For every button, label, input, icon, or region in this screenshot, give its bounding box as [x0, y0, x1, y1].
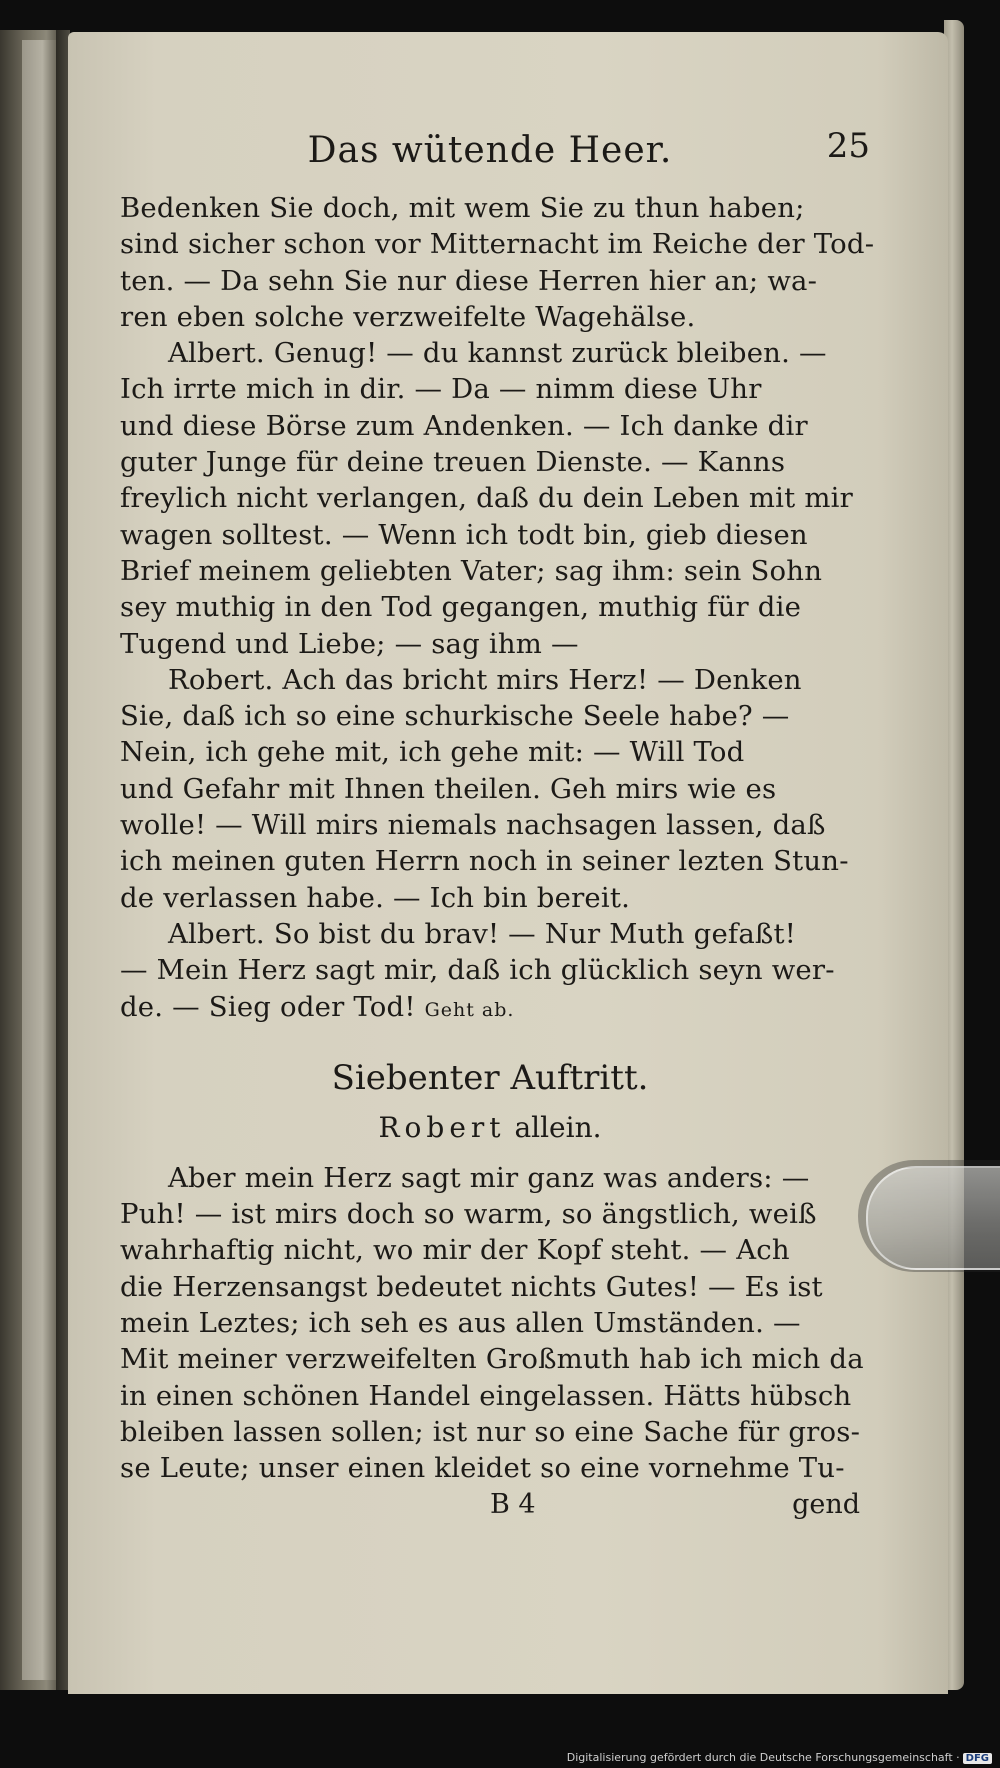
text-line: Robert. Ach das bricht mirs Herz! — Denken: [168, 663, 802, 696]
text-line: Albert. So bist du brav! — Nur Muth gefaßt!: [168, 917, 796, 950]
page-footer: [120, 1487, 860, 1527]
text-line: Puh! — ist mirs doch so warm, so ängstlich, weiß: [120, 1198, 817, 1231]
text-line: de verlassen habe. — Ich bin bereit.: [120, 881, 631, 914]
page-clip: [866, 1166, 1000, 1270]
text-line: Tugend und Liebe; — sag ihm —: [120, 627, 579, 660]
text-line: wagen solltest. — Wenn ich todt bin, gieb diesen: [120, 518, 808, 551]
page-number: 25: [826, 126, 870, 166]
text-line: Brief meinem geliebten Vater; sag ihm: sein Sohn: [120, 554, 823, 587]
text-line: freylich nicht verlangen, daß du dein Leben mit mir: [120, 482, 853, 515]
scene-character: Robert: [378, 1110, 506, 1144]
text-line: Ich irrte mich in dir. — Da — nimm diese Uhr: [120, 373, 762, 406]
text-line: in einen schönen Handel eingelassen. Hätts hübsch: [120, 1379, 852, 1412]
text-line: bleiben lassen sollen; ist nur so eine Sache für gros-: [120, 1415, 861, 1448]
printer-signature: B 4: [490, 1488, 536, 1520]
text-line: Aber mein Herz sagt mir ganz was anders: —: [168, 1161, 810, 1194]
stage-direction: Geht ab.: [424, 998, 515, 1021]
text-line: und Gefahr mit Ihnen theilen. Geh mirs wie es: [120, 772, 777, 805]
page-text: [120, 120, 875, 1527]
speech-robert-monologue: [120, 1160, 864, 1487]
text-line: — Mein Herz sagt mir, daß ich glücklich seyn wer-: [120, 954, 835, 987]
catchword: gend: [792, 1488, 860, 1520]
digitization-credit: [567, 1751, 992, 1764]
text-line: Albert. Genug! — du kannst zurück bleiben. —: [168, 337, 827, 370]
text-line: se Leute; unser einen kleidet so eine vornehme Tu-: [120, 1452, 845, 1485]
text-line: Bedenken Sie doch, mit wem Sie zu thun haben;: [120, 192, 805, 224]
running-head: [120, 120, 870, 190]
text-line: wolle! — Will mirs niemals nachsagen lassen, daß: [120, 809, 826, 842]
text-line: wahrhaftig nicht, wo mir der Kopf steht. — Ach: [120, 1234, 790, 1267]
left-page-margin: [22, 40, 56, 1680]
text-line: die Herzensangst bedeutet nichts Gutes! — Es ist: [120, 1270, 823, 1303]
text-line-last: [120, 989, 860, 1028]
last-line-text: de. — Sieg oder Tod!: [120, 990, 416, 1023]
scene-characters: [120, 1104, 860, 1152]
speech-robert: [120, 662, 860, 916]
paragraph-opening: [120, 190, 875, 335]
text-line: ten. — Da sehn Sie nur diese Herren hier an; wa-: [120, 264, 818, 297]
text-line: sey muthig in den Tod gegangen, muthig für die: [120, 591, 802, 624]
text-line: Sie, daß ich so eine schurkische Seele habe? —: [120, 700, 790, 733]
credit-text: Digitalisierung gefördert durch die Deutsche Forschungsgemeinschaft ·: [566, 1751, 960, 1764]
text-line: und diese Börse zum Andenken. — Ich danke dir: [120, 409, 808, 442]
speech-albert-2: [120, 916, 860, 1028]
text-line: Mit meiner verzweifelten Großmuth hab ich mich da: [120, 1343, 864, 1376]
text-line: Nein, ich gehe mit, ich gehe mit: — Will Tod: [120, 736, 745, 769]
text-line: guter Junge für deine treuen Dienste. — Kanns: [120, 446, 786, 479]
scene-direction: allein.: [514, 1110, 602, 1144]
speech-albert: [120, 335, 860, 662]
dfg-logo: DFG: [963, 1753, 992, 1764]
text-line: sind sicher schon vor Mitternacht im Reiche der Tod-: [120, 228, 875, 261]
text-line: ich meinen guten Herrn noch in seiner lezten Stun-: [120, 845, 849, 878]
text-line: mein Leztes; ich seh es aus allen Umständen. —: [120, 1307, 801, 1340]
running-title: Das wütende Heer.: [307, 130, 673, 171]
scene-heading: Siebenter Auftritt.: [331, 1057, 649, 1098]
text-line: ren eben solche verzweifelte Wagehälse.: [120, 300, 696, 333]
